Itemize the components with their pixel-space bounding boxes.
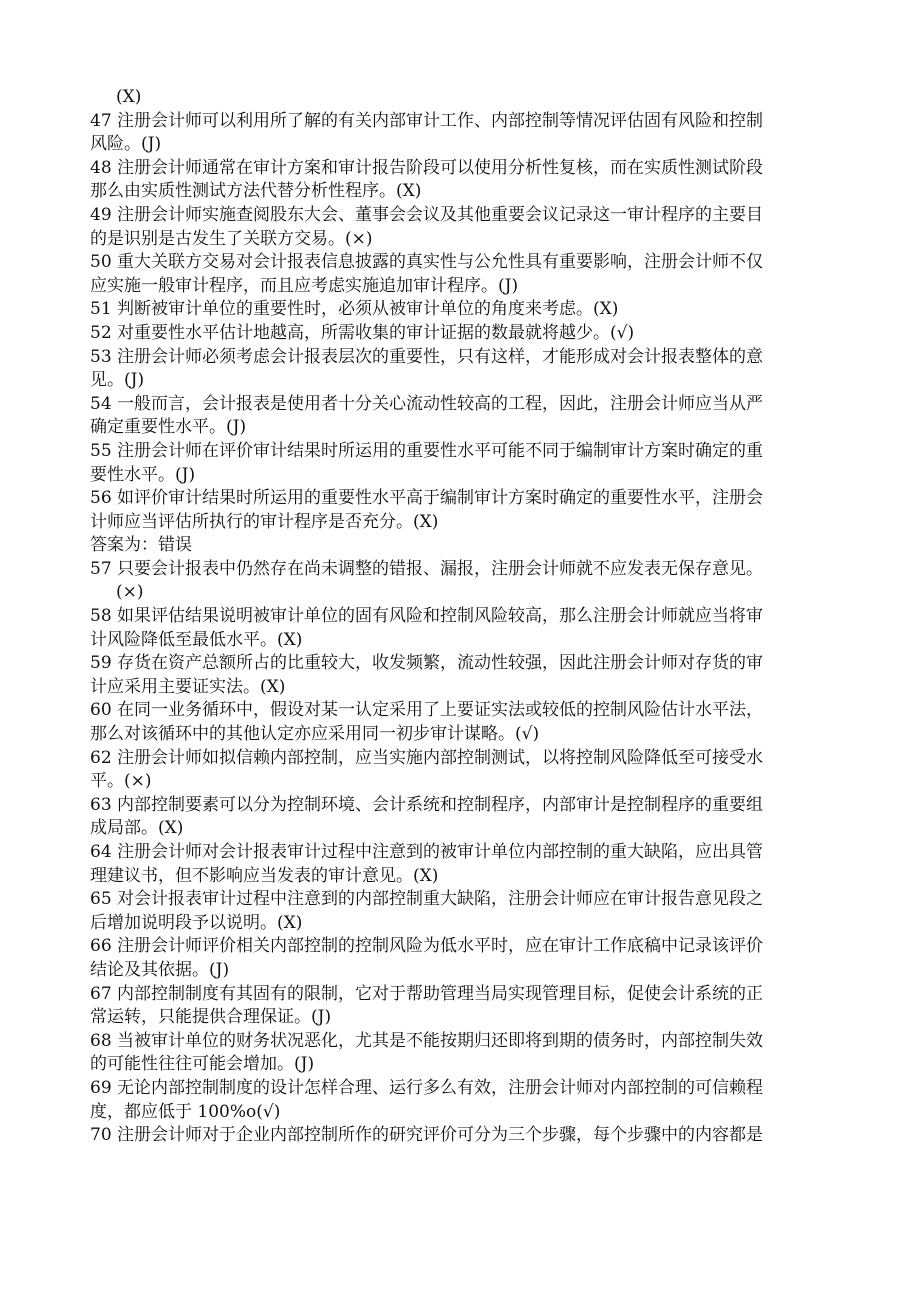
text-line: 48 注册会计师通常在审计方案和审计报告阶段可以使用分析性复核，而在实质性测试阶段: [90, 157, 764, 178]
text-line: 51 判断被审计单位的重要性时，必须从被审计单位的角度来考虑。(X): [90, 299, 619, 320]
text-line: 计师应当评估所执行的审计程序是否充分。(X): [90, 511, 439, 532]
text-line: 成局部。(X): [90, 818, 184, 839]
text-line: 52 对重要性水平估计地越高，所需收集的审计证据的数最就将越少。(√): [90, 322, 635, 343]
text-line: 风险。(J): [90, 134, 162, 155]
text-line: 70 注册会计师对于企业内部控制所作的研究评价可分为三个步骤，每个步骤中的内容都是: [90, 1125, 764, 1146]
text-line: 那么由实质性测试方法代替分析性程序。(X): [90, 181, 422, 202]
text-line: 答案为：错误: [90, 535, 192, 556]
text-line: 57 只要会计报表中仍然存在尚未调整的错报、漏报，注册会计师就不应发表无保存意见。: [90, 558, 764, 579]
document-body: [90, 86, 830, 1148]
text-line: 68 当被审计单位的财务状况恶化，尤其是不能按期归还即将到期的债务时，内部控制失效: [90, 1030, 764, 1051]
text-line: 计风险降低至最低水平。(X): [90, 629, 303, 650]
text-line: 理建议书，但不影响应当发表的审计意见。(X): [90, 865, 439, 886]
text-line: 54 一般而言，会计报表是使用者十分关心流动性较高的工程，因此，注册会计师应当从严: [90, 393, 764, 414]
text-line: 60 在同一业务循环中，假设对某一认定采用了上要证实法或较低的控制风险估计水平法，: [90, 700, 764, 721]
text-line: 应实施一般审计程序，而且应考虑实施追加审计程序。(J): [90, 275, 519, 296]
text-line: 56 如评价审计结果时所运用的重要性水平高于编制审计方案时确定的重要性水平，注册会: [90, 488, 764, 509]
text-line: 63 内部控制要素可以分为控制环境、会计系统和控制程序，内部审计是控制程序的重要组: [90, 794, 764, 815]
text-line: 的是识别是古发生了关联方交易。(×): [90, 228, 373, 249]
text-line: (X): [116, 87, 142, 107]
text-line: 度，都应低于 100%o(√): [90, 1101, 281, 1122]
text-line: 49 注册会计师实施查阅股东大会、董事会会议及其他重要会议记录这一审计程序的主要目: [90, 204, 764, 225]
text-line: 62 注册会计师如拟信赖内部控制，应当实施内部控制测试，以将控制风险降低至可接受水: [90, 747, 764, 768]
text-line: 的可能性往往可能会增加。(J): [90, 1054, 315, 1075]
text-line: 计应采用主要证实法。(X): [90, 676, 286, 697]
text-line: 53 注册会计师必须考虑会计报表层次的重要性，只有这样，才能形成对会计报表整体的意: [90, 346, 764, 367]
text-line: 65 对会计报表审计过程中注意到的内部控制重大缺陷，注册会计师应在审计报告意见段之: [90, 889, 764, 910]
text-line: (×): [116, 582, 144, 603]
text-line: 58 如果评估结果说明被审计单位的固有风险和控制风险较高，那么注册会计师就应当将审: [90, 606, 764, 627]
text-line: 平。(×): [90, 771, 152, 792]
text-line: 确定重要性水平。(J): [90, 417, 247, 438]
text-line: 那么对该循环中的其他认定亦应采用同一初步审计谋略。(√): [90, 724, 540, 745]
text-line: 后增加说明段予以说明。(X): [90, 912, 303, 933]
text-line: 55 注册会计师在评价审计结果时所运用的重要性水平可能不同于编制审计方案时确定的重: [90, 440, 764, 461]
text-line: 67 内部控制制度有其固有的限制，它对于帮助管理当局实现管理目标，促使会计系统的正: [90, 983, 764, 1004]
text-line: 要性水平。(J): [90, 464, 196, 485]
text-line: 69 无论内部控制制度的设计怎样合理、运行多么有效，注册会计师对内部控制的可信赖程: [90, 1077, 764, 1098]
text-line: 64 注册会计师对会计报表审计过程中注意到的被审计单位内部控制的重大缺陷，应出具管: [90, 842, 764, 862]
text-line: 47 注册会计师可以利用所了解的有关内部审计工作、内部控制等情况评估固有风险和控制: [90, 110, 764, 131]
text-line: 50 重大关联方交易对会计报表信息披露的真实性与公允性具有重要影响，注册会计师不仅: [90, 252, 764, 273]
text-line: 59 存货在资产总额所占的比重较大，收发频繁，流动性较强，因此注册会计师对存货的审: [90, 653, 764, 674]
text-line: 结论及其依据。(J): [90, 959, 230, 980]
text-line: 见。(J): [90, 370, 145, 391]
text-line: 常运转，只能提供合理保证。(J): [90, 1007, 332, 1028]
text-line: 66 注册会计师评价相关内部控制的控制风险为低水平时，应在审计工作底稿中记录该评价: [90, 936, 764, 957]
